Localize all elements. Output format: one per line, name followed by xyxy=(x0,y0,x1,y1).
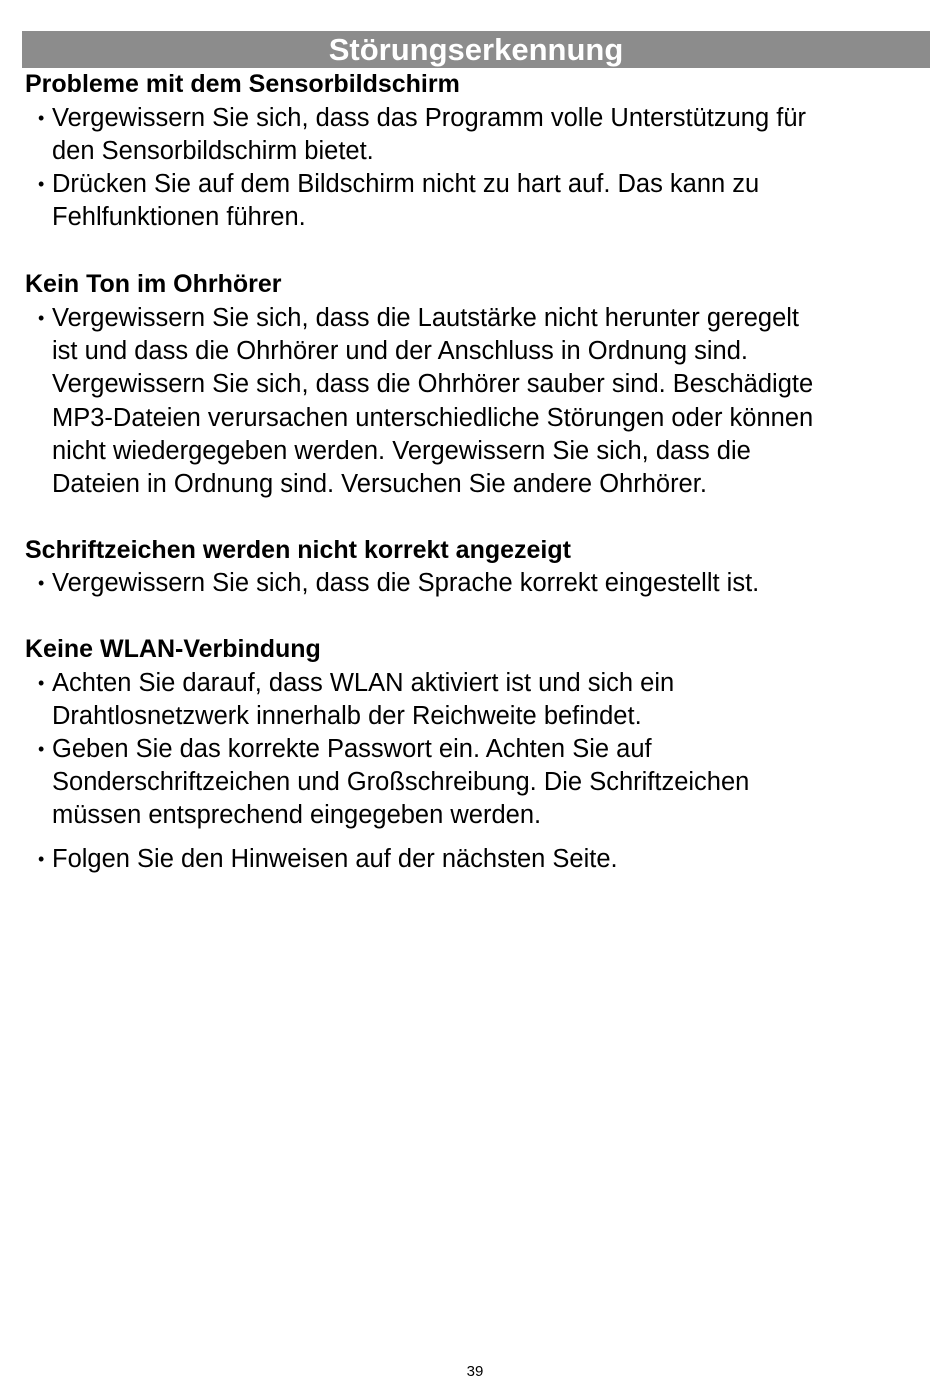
list-item xyxy=(38,302,930,501)
list-item xyxy=(38,843,930,876)
list-item-text: Vergewissern Sie sich, dass das Programm volle Unterstützung für den Sensorbildschirm bietet. xyxy=(52,104,806,166)
bullet-icon: • xyxy=(38,308,45,328)
list-item xyxy=(38,168,930,234)
list-item-text: Drücken Sie auf dem Bildschirm nicht zu hart auf. Das kann zu Fehlfunktionen führen. xyxy=(52,170,760,232)
bullet-icon: • xyxy=(38,739,45,759)
list-item xyxy=(38,667,930,733)
bullet-icon: • xyxy=(38,673,45,693)
bullet-icon: • xyxy=(38,573,45,593)
list-item-text: Vergewissern Sie sich, dass die Lautstärke nicht herunter geregelt ist und dass die Ohrhörer und der Anschluss in Ordnung sind. Vergewissern Sie sich, dass die Ohrhörer sauber sind. Beschädigte MP3-Dateien verursachen unterschiedliche Störungen oder können nicht wiedergegeben werden. Vergewissern Sie sich, dass die Dateien in Ordnung sind. Versuchen Sie andere Ohrhörer. xyxy=(52,304,814,499)
page-number: 39 xyxy=(466,1363,484,1380)
page-title: Störungserkennung xyxy=(22,31,930,68)
bullet-icon: • xyxy=(38,849,45,869)
section-heading-no-sound: Kein Ton im Ohrhörer xyxy=(25,270,282,298)
section-heading-characters: Schriftzeichen werden nicht korrekt angezeigt xyxy=(25,536,571,564)
section-heading-touchscreen: Probleme mit dem Sensorbildschirm xyxy=(25,70,460,98)
bullet-icon: • xyxy=(38,108,45,128)
list-item xyxy=(38,567,930,600)
list-item xyxy=(38,733,930,833)
bullet-icon: • xyxy=(38,174,45,194)
section-heading-wlan: Keine WLAN-Verbindung xyxy=(25,635,321,663)
list-item xyxy=(38,102,930,168)
list-item-text: Geben Sie das korrekte Passwort ein. Achten Sie auf Sonderschriftzeichen und Großschreibung. Die Schriftzeichen müssen entsprechend eingegeben werden. xyxy=(52,735,750,830)
list-item-text: Achten Sie darauf, dass WLAN aktiviert ist und sich ein Drahtlosnetzwerk innerhalb der Reichweite befindet. xyxy=(52,669,675,731)
list-item-text: Folgen Sie den Hinweisen auf der nächsten Seite. xyxy=(52,845,618,873)
list-item-text: Vergewissern Sie sich, dass die Sprache korrekt eingestellt ist. xyxy=(52,569,760,597)
